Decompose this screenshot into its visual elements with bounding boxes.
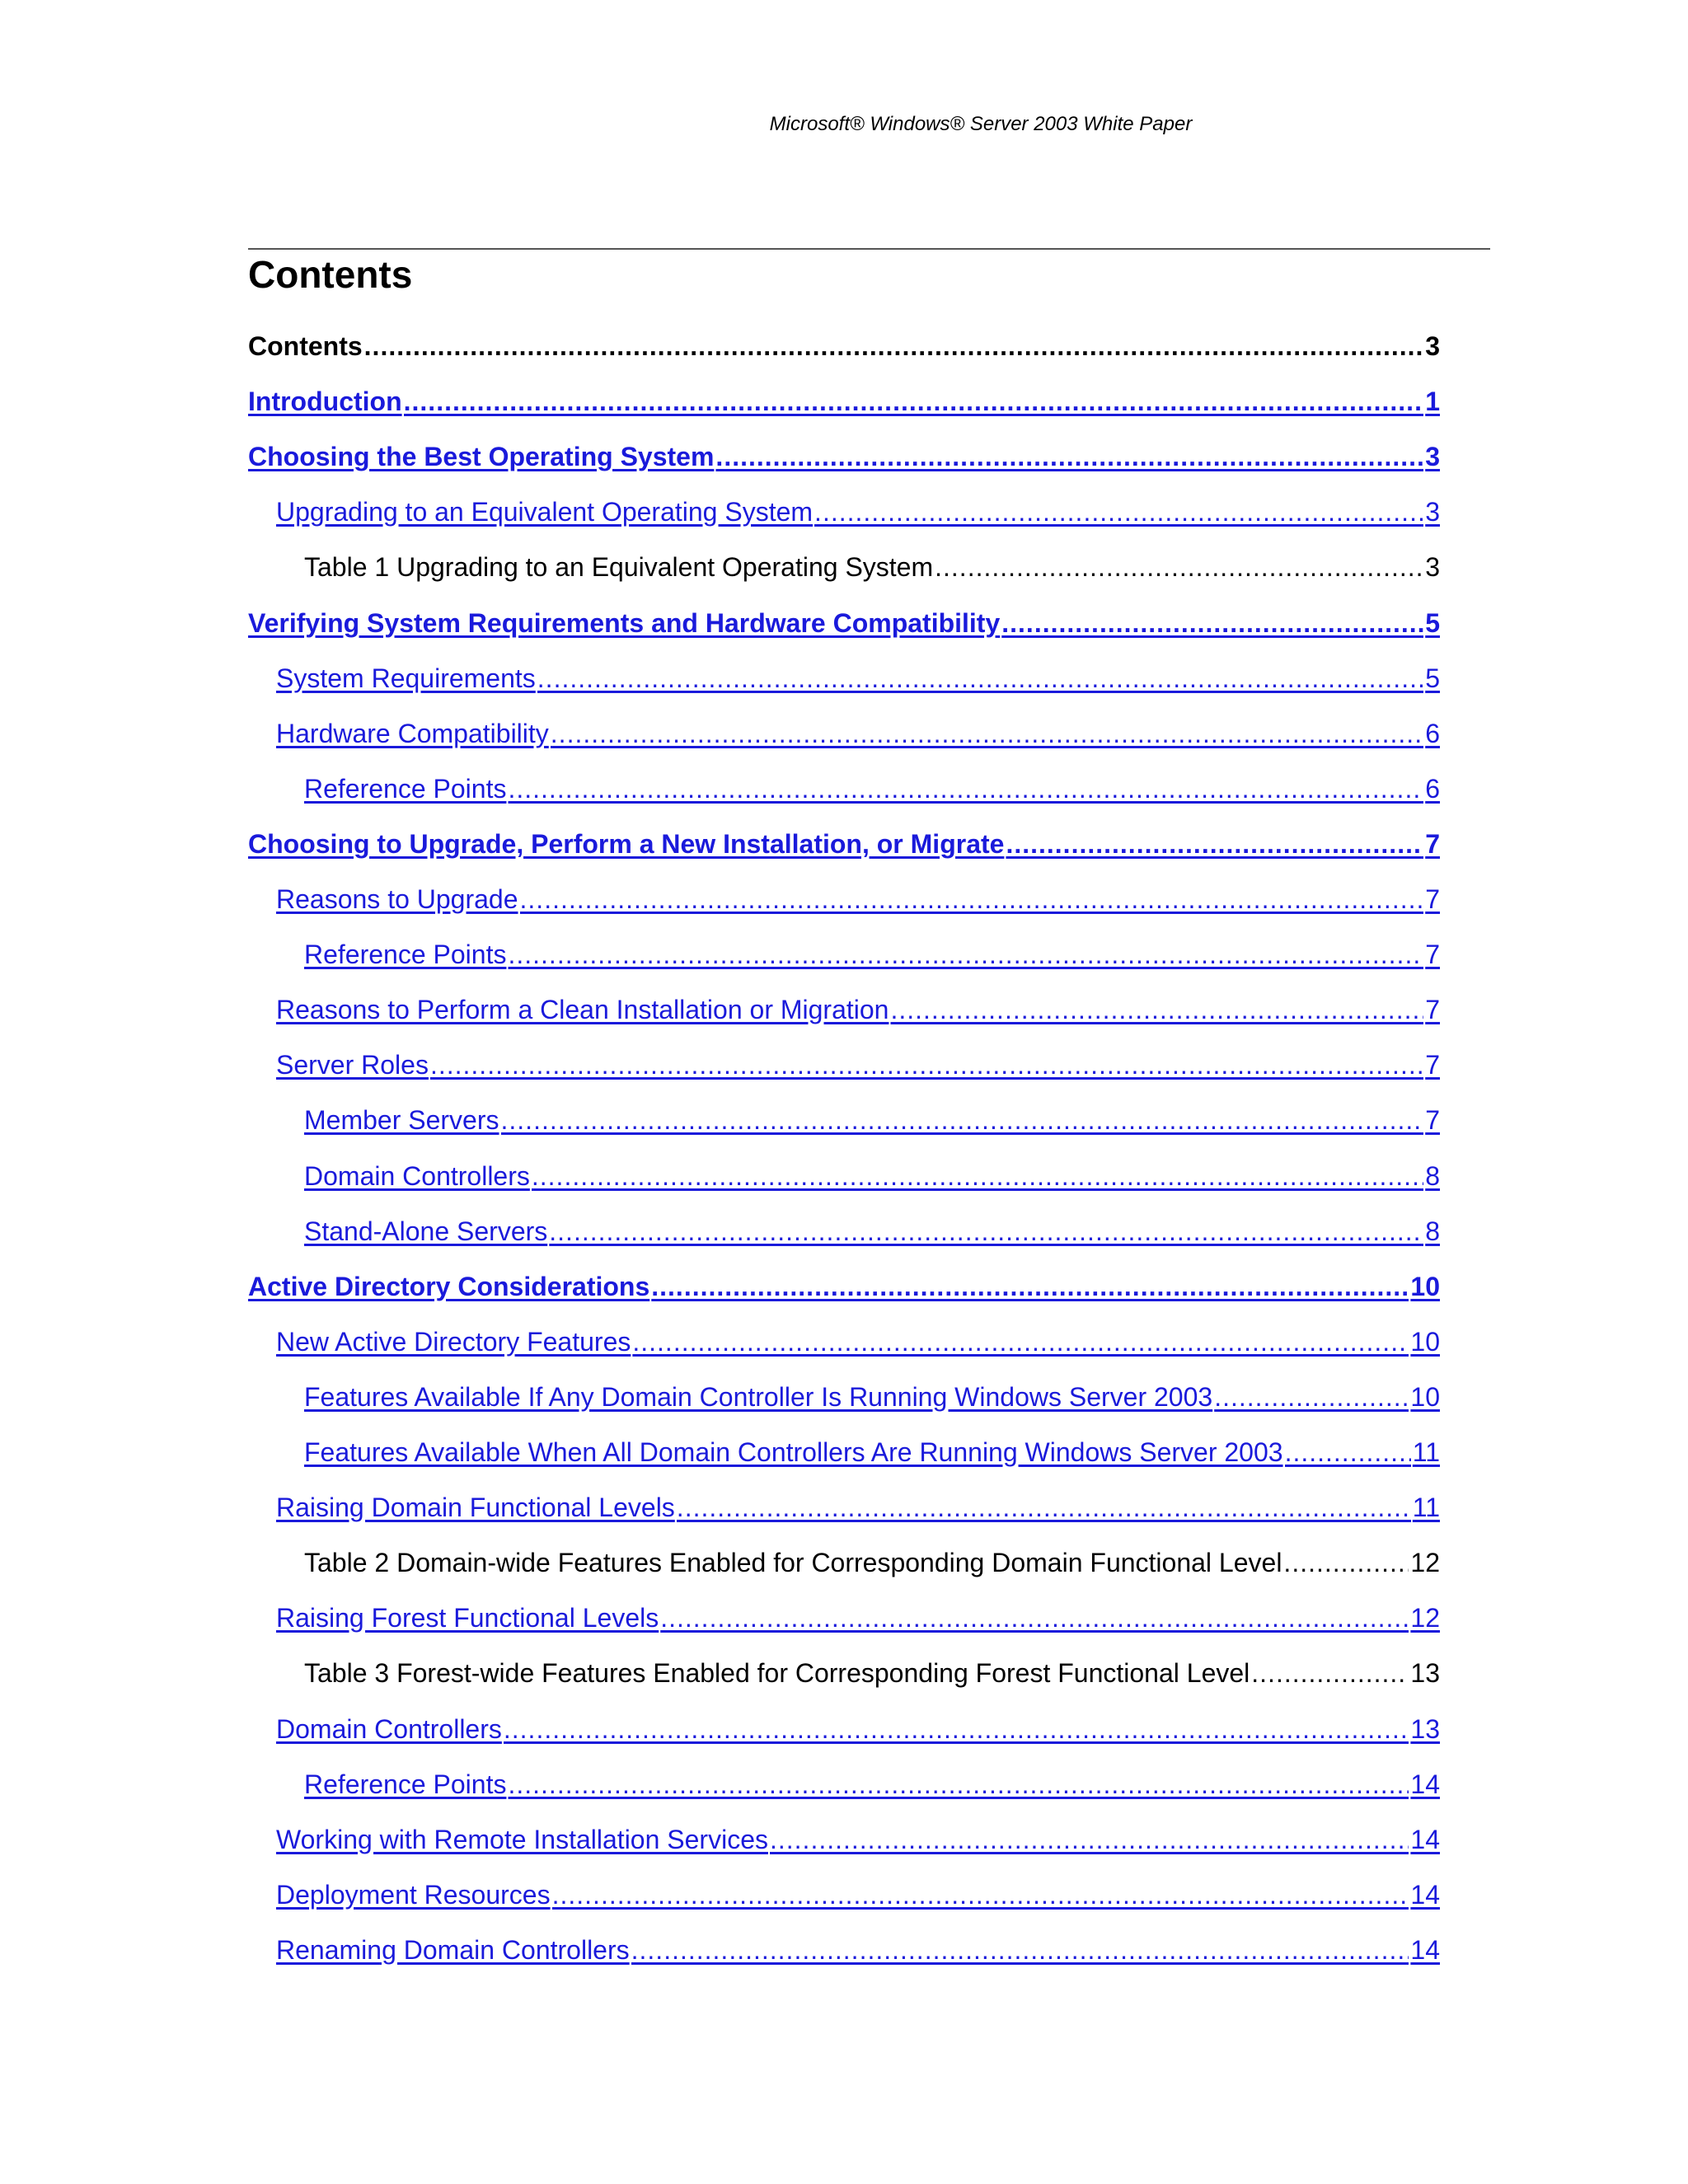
toc-entry-label: Active Directory Considerations xyxy=(248,1272,650,1301)
toc-entry-label: Raising Forest Functional Levels xyxy=(276,1603,659,1633)
toc-entry[interactable] xyxy=(276,1932,1440,1968)
toc-entry[interactable] xyxy=(276,1600,1440,1636)
toc-entry[interactable] xyxy=(304,1102,1440,1138)
toc-dot-leader xyxy=(677,1489,1411,1526)
toc-entry-page-number: 5 xyxy=(1425,663,1440,693)
toc-entry-label: Introduction xyxy=(248,387,402,416)
toc-entry-label: Server Roles xyxy=(276,1050,429,1080)
toc-entry-page-number: 7 xyxy=(1425,995,1440,1024)
toc-entry-page-number: 11 xyxy=(1412,1437,1440,1467)
toc-dot-leader xyxy=(1006,826,1423,862)
toc-entry-page-number: 14 xyxy=(1410,1769,1440,1799)
toc-dot-leader xyxy=(504,1711,1409,1747)
toc-entry-page-number: 3 xyxy=(1425,552,1440,582)
toc-entry-page-number: 3 xyxy=(1425,497,1440,527)
toc-dot-leader xyxy=(770,1821,1409,1858)
toc-entry-label: Member Servers xyxy=(304,1105,499,1135)
toc-entry-label: Reference Points xyxy=(304,774,507,804)
toc-entry-page-number: 3 xyxy=(1425,331,1440,361)
toc-dot-leader xyxy=(364,328,1424,364)
toc-entry-label: Stand-Alone Servers xyxy=(304,1216,548,1246)
toc-dot-leader xyxy=(532,1158,1423,1194)
page-title: Contents xyxy=(248,253,413,296)
toc-entry[interactable] xyxy=(304,936,1440,972)
toc-entry-page-number: 13 xyxy=(1410,1658,1440,1688)
toc-dot-leader xyxy=(508,1766,1409,1802)
toc-entry-page-number: 10 xyxy=(1410,1327,1440,1357)
toc-entry-label: Deployment Resources xyxy=(276,1880,551,1910)
toc-entry-label: Domain Controllers xyxy=(304,1161,530,1191)
toc-entry[interactable] xyxy=(276,660,1440,696)
toc-dot-leader xyxy=(549,1213,1423,1249)
toc-entry-label: Choosing the Best Operating System xyxy=(248,442,715,471)
toc-entry-label: Features Available When All Domain Controllers Are Running Windows Server 2003 xyxy=(304,1437,1283,1467)
toc-entry-page-number: 7 xyxy=(1425,1105,1440,1135)
toc-entry-label: Table 3 Forest-wide Features Enabled for Corresponding Forest Functional Level xyxy=(304,1658,1250,1688)
running-header-text: Microsoft® Windows® Server 2003 White Paper xyxy=(769,113,1193,135)
toc-entry-label: Choosing to Upgrade, Perform a New Installation, or Migrate xyxy=(248,829,1005,859)
toc-entry-label: Features Available If Any Domain Controller Is Running Windows Server 2003 xyxy=(304,1382,1213,1412)
toc-entry-page-number: 8 xyxy=(1425,1161,1440,1191)
toc-entry-page-number: 13 xyxy=(1410,1714,1440,1744)
toc-entry-label: Domain Controllers xyxy=(276,1714,502,1744)
toc-entry-label: Reasons to Upgrade xyxy=(276,884,518,914)
toc-entry[interactable] xyxy=(276,494,1440,530)
toc-entry-label: Hardware Compatibility xyxy=(276,719,549,748)
toc-entry-page-number: 1 xyxy=(1425,387,1440,416)
toc-dot-leader xyxy=(1251,1655,1409,1691)
toc-entry[interactable] xyxy=(248,605,1440,641)
toc-dot-leader xyxy=(404,383,1424,419)
toc-dot-leader xyxy=(1283,1544,1409,1581)
toc-dot-leader xyxy=(814,494,1423,530)
toc-dot-leader xyxy=(651,1268,1409,1305)
toc-entry-page-number: 6 xyxy=(1425,774,1440,804)
toc-entry-page-number: 8 xyxy=(1425,1216,1440,1246)
toc-entry[interactable] xyxy=(304,1213,1440,1249)
toc-entry[interactable] xyxy=(276,1324,1440,1360)
toc-entry[interactable] xyxy=(304,771,1440,807)
toc-entry-label: New Active Directory Features xyxy=(276,1327,631,1357)
toc-entry[interactable] xyxy=(248,438,1440,475)
toc-entry-page-number: 10 xyxy=(1410,1272,1440,1301)
toc-dot-leader xyxy=(890,991,1423,1028)
toc-entry-page-number: 14 xyxy=(1410,1825,1440,1854)
toc-entry[interactable] xyxy=(304,1434,1440,1470)
toc-entry[interactable] xyxy=(276,1821,1440,1858)
toc-entry-page-number: 7 xyxy=(1425,829,1440,859)
toc-dot-leader xyxy=(508,771,1423,807)
toc-entry-page-number: 3 xyxy=(1425,442,1440,471)
toc-entry-label: Verifying System Requirements and Hardware Compatibility xyxy=(248,608,1001,638)
toc-dot-leader xyxy=(501,1102,1424,1138)
toc-entry-page-number: 10 xyxy=(1410,1382,1440,1412)
toc-entry xyxy=(304,1655,1440,1691)
toc-entry-label: Working with Remote Installation Services xyxy=(276,1825,768,1854)
toc-entry-page-number: 7 xyxy=(1425,1050,1440,1080)
toc-dot-leader xyxy=(1285,1434,1411,1470)
toc-entry-label: Renaming Domain Controllers xyxy=(276,1935,630,1965)
toc-dot-leader xyxy=(551,715,1423,752)
toc-entry-page-number: 14 xyxy=(1410,1880,1440,1910)
toc-entry-page-number: 7 xyxy=(1425,884,1440,914)
toc-entry-label: Table 1 Upgrading to an Equivalent Operating System xyxy=(304,552,934,582)
toc-entry xyxy=(248,328,1440,364)
toc-entry-label: Reasons to Perform a Clean Installation or Migration xyxy=(276,995,889,1024)
toc-entry[interactable] xyxy=(304,1158,1440,1194)
toc-entry-label: Reference Points xyxy=(304,1769,507,1799)
toc-dot-leader xyxy=(537,660,1423,696)
toc-entry[interactable] xyxy=(304,1766,1440,1802)
toc-entry[interactable] xyxy=(276,1877,1440,1913)
toc-entry-label: Contents xyxy=(248,331,363,361)
toc-entry-label: Table 2 Domain-wide Features Enabled for Corresponding Domain Functional Level xyxy=(304,1548,1282,1577)
toc-entry-page-number: 5 xyxy=(1425,608,1440,638)
toc-entry-page-number: 14 xyxy=(1410,1935,1440,1965)
toc-entry-page-number: 6 xyxy=(1425,719,1440,748)
toc-dot-leader xyxy=(430,1047,1423,1083)
toc-entry-label: Upgrading to an Equivalent Operating System xyxy=(276,497,814,527)
toc-dot-leader xyxy=(520,881,1424,917)
toc-dot-leader xyxy=(631,1932,1409,1968)
toc-entry[interactable] xyxy=(276,1711,1440,1747)
toc-entry[interactable] xyxy=(248,383,1440,419)
toc-dot-leader xyxy=(715,438,1423,475)
toc-dot-leader xyxy=(660,1600,1409,1636)
toc-entry-page-number: 12 xyxy=(1410,1603,1440,1633)
toc-entry-label: Raising Domain Functional Levels xyxy=(276,1493,675,1522)
toc-dot-leader xyxy=(935,549,1423,585)
toc-entry xyxy=(304,549,1440,585)
toc-entry[interactable] xyxy=(276,715,1440,752)
toc-entry[interactable] xyxy=(276,1047,1440,1083)
toc-entry-page-number: 7 xyxy=(1425,940,1440,969)
toc-entry xyxy=(304,1544,1440,1581)
toc-entry[interactable] xyxy=(276,881,1440,917)
toc-dot-leader xyxy=(508,936,1423,972)
toc-entry[interactable] xyxy=(248,826,1440,862)
toc-dot-leader xyxy=(632,1324,1409,1360)
toc-entry[interactable] xyxy=(248,1268,1440,1305)
toc-entry[interactable] xyxy=(276,991,1440,1028)
toc-dot-leader xyxy=(1214,1379,1409,1415)
toc-entry-page-number: 12 xyxy=(1410,1548,1440,1577)
toc-entry[interactable] xyxy=(276,1489,1440,1526)
toc-entry-page-number: 11 xyxy=(1412,1493,1440,1522)
toc-dot-leader xyxy=(552,1877,1409,1913)
toc-entry-label: Reference Points xyxy=(304,940,507,969)
toc-entry[interactable] xyxy=(304,1379,1440,1415)
toc-dot-leader xyxy=(1001,605,1423,641)
toc-entry-label: System Requirements xyxy=(276,663,536,693)
